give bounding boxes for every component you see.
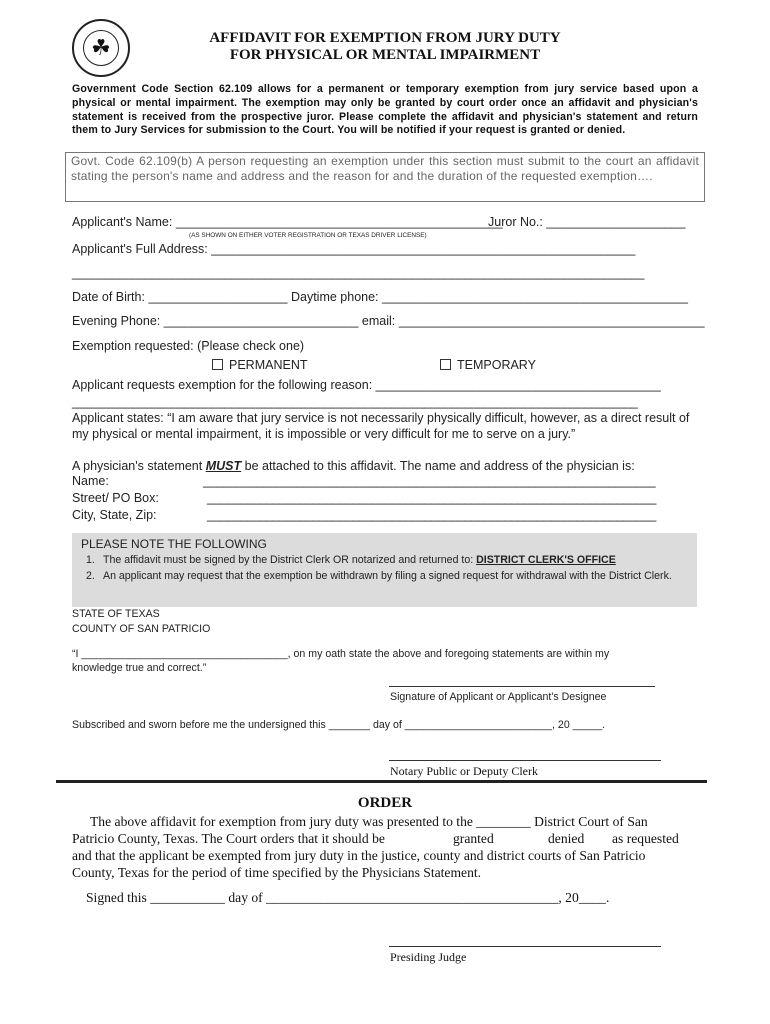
physician-statement (72, 459, 635, 473)
address-line-2[interactable]: ______________________________________________________________________________________ (72, 266, 645, 280)
evening-phone-row (72, 314, 705, 328)
reason-row (72, 378, 661, 392)
granted-option[interactable]: granted (453, 831, 494, 846)
order-title: ORDER (357, 795, 413, 811)
phys-street-field[interactable]: ____________________________________________________________________ (207, 491, 656, 505)
notes-list (86, 553, 686, 584)
note-2-text: An applicant may request that the exemption be withdrawn by filing a signed request for withdrawal with the District Clerk. (103, 569, 672, 582)
judge-signature-line[interactable] (389, 946, 661, 947)
permanent-label: PERMANENT (229, 358, 308, 372)
note-item-1 (86, 553, 686, 569)
reason-line-2[interactable]: _____________________________________________________________________________________ (72, 395, 638, 409)
temporary-checkbox[interactable] (440, 359, 451, 370)
order-line-1: The above affidavit for exemption from jury duty was presented to the ________ District Court of San (90, 814, 648, 829)
applicant-name-label: Applicant's Name: (72, 215, 173, 229)
physician-post: be attached to this affidavit. The name and address of the physician is: (241, 459, 635, 473)
daytime-phone-field[interactable]: ____________________________________________ (382, 290, 688, 304)
note-2-number: 2. (86, 569, 95, 582)
evening-phone-label: Evening Phone: (72, 314, 161, 328)
juror-no-row (488, 215, 685, 229)
notary-label: Notary Public or Deputy Clerk (390, 764, 538, 778)
signature-label: Signature of Applicant or Applicant's Designee (390, 691, 607, 703)
intro-paragraph: Government Code Section 62.109 allows for a permanent or temporary exemption from jury service based upon a physical or mental impairment. The exemption may only be granted by court order once an affidavit and physician's statement is received from the prospective juror. Please complete the affidavit and physician's statement and return them to Jury Services for submission to the Court. You will be notified if your request is granted or denied. (72, 83, 698, 137)
note-1-text: The affidavit must be signed by the District Clerk OR notarized and returned to: (103, 554, 477, 566)
county-label: COUNTY OF SAN PATRICIO (72, 623, 211, 635)
juror-no-label: Juror No.: (488, 215, 543, 229)
reason-field[interactable]: _________________________________________ (375, 378, 661, 392)
dob-label: Date of Birth: (72, 290, 145, 304)
order-line-2: Patricio County, Texas. The Court orders that it should be (72, 831, 385, 846)
note-1-number: 1. (86, 554, 95, 566)
oath-open: “I (72, 648, 82, 660)
shamrock-icon: ☘ (83, 30, 119, 66)
order-line-4: County, Texas for the period of time specified by the Physicians Statement. (72, 865, 482, 880)
phys-city-field[interactable]: ____________________________________________________________________ (207, 508, 656, 522)
as-requested-text: as requested (612, 831, 679, 846)
email-label: email: (361, 314, 396, 328)
section-divider (56, 780, 707, 783)
county-seal-logo (72, 19, 130, 77)
district-clerk-office: DISTRICT CLERK'S OFFICE (476, 554, 616, 566)
permanent-option[interactable] (212, 358, 307, 372)
oath-name-field[interactable]: ___________________________________ (81, 648, 288, 660)
notes-title: PLEASE NOTE THE FOLLOWING (81, 537, 267, 551)
form-title-line2: FOR PHYSICAL OR MENTAL IMPAIRMENT (229, 47, 541, 63)
reason-label: Applicant requests exemption for the following reason: (72, 378, 373, 392)
applicant-statement: Applicant states: “I am aware that jury service is not necessarily physically difficult, however, as a direct result of my physical or mental impairment, it is impossible or very difficult for me to serve on a jury.” (72, 411, 690, 441)
juror-no-field[interactable]: ____________________ (546, 215, 686, 229)
oath-statement (72, 648, 609, 660)
temporary-label: TEMPORARY (457, 358, 536, 372)
applicant-signature-line[interactable] (389, 686, 655, 687)
phys-name-field[interactable]: ____________________________________________________________________ (203, 474, 656, 488)
full-address-label: Applicant's Full Address: (72, 242, 208, 256)
daytime-phone-label: Daytime phone: (290, 290, 379, 304)
phys-city-label: City, State, Zip: (72, 508, 157, 522)
name-hint: (AS SHOWN ON EITHER VOTER REGISTRATION OR TEXAS DRIVER LICENSE) (189, 232, 427, 239)
notary-signature-line[interactable] (389, 760, 661, 761)
phys-name-label: Name: (72, 474, 109, 488)
physician-must: MUST (205, 459, 242, 473)
applicant-name-field[interactable]: _______________________________________________ (175, 215, 503, 229)
temporary-option[interactable] (440, 358, 536, 372)
dob-row (72, 290, 688, 304)
subscribed-line[interactable]: Subscribed and sworn before me the undersigned this _______ day of _________________________, 20 _____. (72, 719, 606, 731)
oath-statement-line2: knowledge true and correct.” (72, 662, 207, 674)
phys-street-label: Street/ PO Box: (72, 491, 159, 505)
order-line-3: and that the applicant be exempted from jury duty in the justice, county and district courts of San Patricio (72, 848, 646, 863)
gov-code-box: Govt. Code 62.109(b) A person requesting an exemption under this section must submit to the court an affidavit stating the person's name and address and the reason for and the duration of the requested exemption…. (65, 152, 705, 202)
dob-field[interactable]: ____________________ (148, 290, 288, 304)
full-address-field[interactable]: _____________________________________________________________ (211, 242, 636, 256)
evening-phone-field[interactable]: ____________________________ (163, 314, 359, 328)
note-item-2 (86, 569, 686, 585)
applicant-name-row (72, 215, 503, 229)
physician-pre: A physician's statement (72, 459, 206, 473)
signed-line[interactable]: Signed this ___________ day of ___________________________________________, 20____. (86, 890, 610, 905)
exemption-label: Exemption requested: (Please check one) (72, 339, 305, 353)
state-label: STATE OF TEXAS (72, 608, 160, 620)
permanent-checkbox[interactable] (212, 359, 223, 370)
full-address-row (72, 242, 635, 256)
form-title-line1: AFFIDAVIT FOR EXEMPTION FROM JURY DUTY (209, 30, 561, 46)
oath-rest: , on my oath state the above and foregoing statements are within my (287, 648, 610, 660)
denied-option[interactable]: denied (548, 831, 585, 846)
email-field[interactable]: ____________________________________________ (398, 314, 705, 328)
judge-label: Presiding Judge (390, 950, 467, 964)
